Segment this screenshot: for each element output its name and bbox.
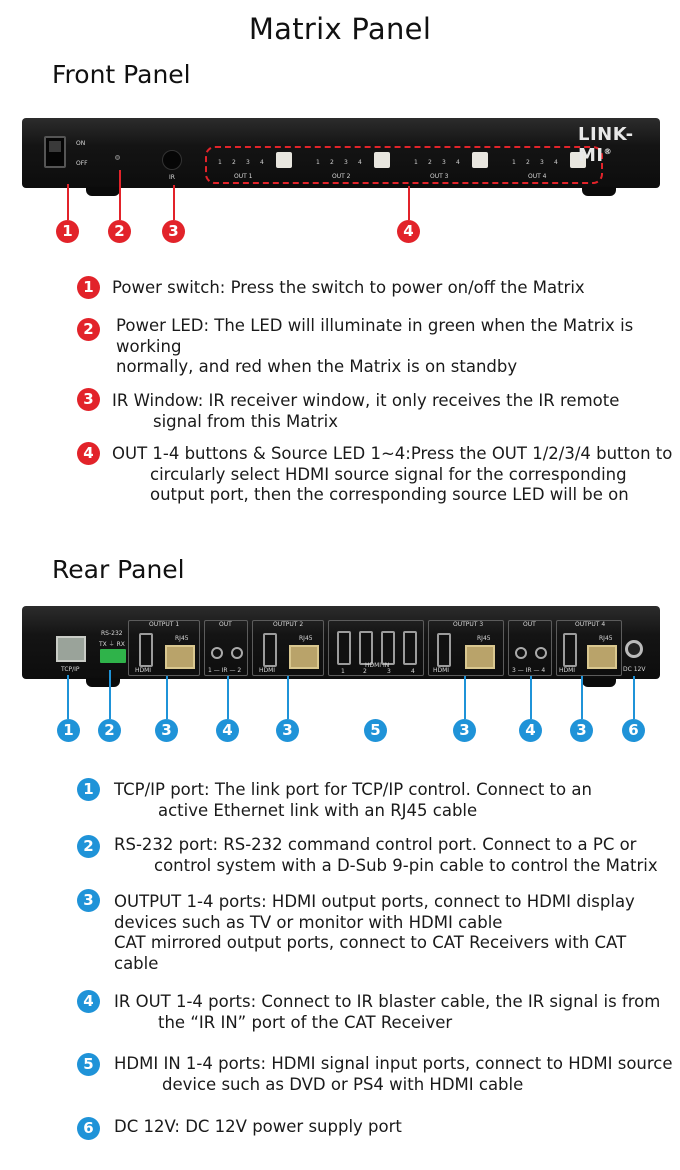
hdmi-output-port bbox=[563, 633, 577, 667]
item-badge: 4 bbox=[77, 442, 100, 465]
ir-label: IR bbox=[169, 174, 175, 181]
rear-item-1 bbox=[114, 780, 592, 821]
callout-badge: 1 bbox=[57, 719, 80, 742]
hdmi-input-port bbox=[403, 631, 417, 665]
hdmi-in-num: 3 bbox=[387, 668, 391, 675]
rear-item-4 bbox=[114, 992, 660, 1033]
item-badge: 2 bbox=[77, 835, 100, 858]
ir-window bbox=[162, 150, 182, 170]
hdmi-output-port bbox=[437, 633, 451, 667]
ir-label: 3 — IR — 4 bbox=[512, 667, 546, 674]
rear-panel-heading: Rear Panel bbox=[52, 555, 185, 584]
callout-line bbox=[166, 676, 168, 719]
rj45-label: RJ45 bbox=[477, 635, 491, 642]
desc-line: DC 12V: DC 12V power supply port bbox=[114, 1117, 402, 1136]
rear-item-6 bbox=[114, 1117, 402, 1138]
rs232-label: RS-232 bbox=[101, 630, 123, 637]
callout-line bbox=[227, 676, 229, 719]
output-3-group bbox=[428, 620, 504, 676]
ir-out-jack bbox=[515, 647, 527, 659]
item-badge: 6 bbox=[77, 1117, 100, 1140]
desc-line: output port, then the corresponding source LED will be on bbox=[150, 485, 629, 504]
desc-line: signal from this Matrix bbox=[153, 411, 338, 431]
ir-out-label: OUT bbox=[523, 621, 536, 628]
output-1-group bbox=[128, 620, 200, 676]
callout-badge: 3 bbox=[155, 719, 178, 742]
callout-badge: 6 bbox=[622, 719, 645, 742]
desc-line: Power switch: Press the switch to power on/off the Matrix bbox=[112, 278, 585, 297]
callout-badge: 3 bbox=[570, 719, 593, 742]
callout-badge: 3 bbox=[453, 719, 476, 742]
desc-line: HDMI IN 1-4 ports: HDMI signal input ports, connect to HDMI source bbox=[114, 1054, 673, 1073]
hdmi-input-port bbox=[359, 631, 373, 665]
hdmi-in-label: HDMI IN bbox=[365, 662, 390, 669]
output-label: OUTPUT 1 bbox=[149, 621, 180, 628]
desc-line: OUT 1-4 buttons & Source LED 1~4:Press the OUT 1/2/3/4 button to bbox=[112, 444, 673, 463]
source-led-num: 3 bbox=[442, 159, 446, 166]
callout-line bbox=[67, 675, 69, 719]
out-2-button bbox=[374, 152, 390, 168]
front-panel-image bbox=[22, 118, 660, 196]
desc-line: device such as DVD or PS4 with HDMI cable bbox=[162, 1074, 524, 1094]
output-2-group bbox=[252, 620, 324, 676]
desc-line: devices such as TV or monitor with HDMI cable bbox=[114, 912, 503, 932]
output-4-group bbox=[556, 620, 622, 676]
rear-item-2 bbox=[114, 835, 658, 876]
device-foot bbox=[582, 187, 616, 196]
out-group-label: OUT 3 bbox=[430, 173, 449, 180]
cat-output-port bbox=[165, 645, 195, 669]
hdmi-output-port bbox=[263, 633, 277, 667]
callout-line bbox=[119, 170, 121, 220]
source-led-num: 2 bbox=[330, 159, 334, 166]
ir-out-jack bbox=[231, 647, 243, 659]
page-title: Matrix Panel bbox=[248, 12, 432, 46]
device-foot bbox=[86, 187, 120, 196]
ir-out-1-2-group bbox=[204, 620, 248, 676]
desc-line: working bbox=[116, 336, 182, 356]
callout-badge: 3 bbox=[162, 220, 185, 243]
callout-badge: 1 bbox=[56, 220, 79, 243]
desc-line: TCP/IP port: The link port for TCP/IP control. Connect to an bbox=[114, 780, 592, 799]
desc-line: Power LED: The LED will illuminate in green when the Matrix is bbox=[116, 316, 634, 335]
callout-badge: 4 bbox=[216, 719, 239, 742]
hdmi-output-port bbox=[139, 633, 153, 667]
cat-output-port bbox=[465, 645, 495, 669]
source-led-num: 1 bbox=[512, 159, 516, 166]
source-led-num: 2 bbox=[526, 159, 530, 166]
desc-line: RS-232 port: RS-232 command control port. Connect to a PC or bbox=[114, 835, 637, 854]
item-badge: 1 bbox=[77, 276, 100, 299]
rj45-label: RJ45 bbox=[599, 635, 613, 642]
tcpip-port bbox=[56, 636, 86, 662]
rj45-label: RJ45 bbox=[175, 635, 189, 642]
desc-line: the “IR IN” port of the CAT Receiver bbox=[158, 1012, 453, 1032]
callout-line bbox=[464, 676, 466, 719]
hdmi-label: HDMI bbox=[135, 667, 152, 674]
device-foot bbox=[582, 678, 616, 687]
source-led-num: 2 bbox=[232, 159, 236, 166]
cat-output-port bbox=[289, 645, 319, 669]
cat-output-port bbox=[587, 645, 617, 669]
out-group-label: OUT 4 bbox=[528, 173, 547, 180]
out-1-button bbox=[276, 152, 292, 168]
callout-line bbox=[530, 676, 532, 719]
brand-logo-text: LINK-MI bbox=[578, 124, 634, 166]
callout-line bbox=[109, 670, 111, 719]
device-foot bbox=[86, 678, 120, 687]
dc-label: DC 12V bbox=[623, 666, 646, 673]
brand-logo bbox=[578, 124, 660, 166]
ir-out-label: OUT bbox=[219, 621, 232, 628]
callout-badge: 2 bbox=[108, 220, 131, 243]
out-group-label: OUT 1 bbox=[234, 173, 253, 180]
desc-line: control system with a D-Sub 9-pin cable to control the Matrix bbox=[154, 855, 658, 875]
out-group-2 bbox=[316, 152, 412, 182]
ir-out-jack bbox=[535, 647, 547, 659]
front-panel-heading: Front Panel bbox=[52, 60, 191, 89]
out-3-button bbox=[472, 152, 488, 168]
rj45-label: RJ45 bbox=[299, 635, 313, 642]
item-badge: 3 bbox=[77, 889, 100, 912]
output-label: OUTPUT 2 bbox=[273, 621, 304, 628]
hdmi-input-port bbox=[337, 631, 351, 665]
hdmi-in-group bbox=[328, 620, 424, 676]
hdmi-label: HDMI bbox=[559, 667, 576, 674]
item-badge: 5 bbox=[77, 1053, 100, 1076]
item-badge: 2 bbox=[77, 318, 100, 341]
tcpip-label: TCP/IP bbox=[61, 666, 80, 673]
rs232-pin-label: TX ⏚ RX bbox=[99, 641, 125, 648]
hdmi-label: HDMI bbox=[433, 667, 450, 674]
hdmi-in-num: 4 bbox=[411, 668, 415, 675]
off-label: OFF bbox=[76, 160, 88, 167]
registered-mark: ® bbox=[603, 147, 613, 156]
callout-line bbox=[633, 676, 635, 719]
source-led-num: 3 bbox=[540, 159, 544, 166]
callout-badge: 2 bbox=[98, 719, 121, 742]
desc-line: OUTPUT 1-4 ports: HDMI output ports, connect to HDMI display bbox=[114, 892, 635, 911]
front-item-3 bbox=[112, 391, 619, 432]
source-led-num: 4 bbox=[456, 159, 460, 166]
desc-line: circularly select HDMI source signal for the corresponding bbox=[150, 464, 627, 484]
out-group-3 bbox=[414, 152, 510, 182]
source-led-num: 3 bbox=[344, 159, 348, 166]
callout-badge: 5 bbox=[364, 719, 387, 742]
callout-line bbox=[287, 676, 289, 719]
rear-panel-image bbox=[22, 606, 660, 688]
out-group-label: OUT 2 bbox=[332, 173, 351, 180]
source-led-num: 4 bbox=[358, 159, 362, 166]
callout-line bbox=[173, 185, 175, 220]
hdmi-in-num: 1 bbox=[341, 668, 345, 675]
source-led-num: 1 bbox=[218, 159, 222, 166]
hdmi-in-num: 2 bbox=[363, 668, 367, 675]
front-item-1 bbox=[112, 278, 585, 299]
desc-line: normally, and red when the Matrix is on standby bbox=[116, 357, 518, 376]
callout-line bbox=[581, 676, 583, 719]
hdmi-input-port bbox=[381, 631, 395, 665]
desc-line: IR OUT 1-4 ports: Connect to IR blaster cable, the IR signal is from bbox=[114, 992, 661, 1011]
desc-line: CAT mirrored output ports, connect to CAT Receivers with CAT bbox=[114, 933, 627, 952]
dc-power-jack bbox=[625, 640, 643, 658]
output-label: OUTPUT 3 bbox=[453, 621, 484, 628]
item-badge: 3 bbox=[77, 388, 100, 411]
power-led bbox=[115, 155, 120, 160]
rear-item-3 bbox=[114, 892, 635, 974]
source-led-num: 1 bbox=[316, 159, 320, 166]
callout-line bbox=[408, 186, 410, 220]
output-label: OUTPUT 4 bbox=[575, 621, 606, 628]
ir-out-3-4-group bbox=[508, 620, 552, 676]
source-led-num: 3 bbox=[246, 159, 250, 166]
desc-line: cable bbox=[114, 953, 159, 973]
desc-line: active Ethernet link with an RJ45 cable bbox=[158, 800, 478, 820]
front-item-4 bbox=[112, 444, 672, 506]
callout-badge: 4 bbox=[397, 220, 420, 243]
callout-badge: 4 bbox=[519, 719, 542, 742]
item-badge: 1 bbox=[77, 778, 100, 801]
power-switch bbox=[44, 136, 66, 168]
hdmi-label: HDMI bbox=[259, 667, 276, 674]
on-label: ON bbox=[76, 140, 86, 147]
rear-item-5 bbox=[114, 1054, 673, 1095]
front-item-2 bbox=[116, 316, 633, 378]
ir-out-jack bbox=[211, 647, 223, 659]
rs232-terminal bbox=[100, 649, 126, 663]
source-led-num: 4 bbox=[260, 159, 264, 166]
source-led-num: 1 bbox=[414, 159, 418, 166]
item-badge: 4 bbox=[77, 990, 100, 1013]
out-group-1 bbox=[218, 152, 314, 182]
ir-label: 1 — IR — 2 bbox=[208, 667, 242, 674]
source-led-num: 4 bbox=[554, 159, 558, 166]
callout-badge: 3 bbox=[276, 719, 299, 742]
desc-line: IR Window: IR receiver window, it only receives the IR remote bbox=[112, 391, 620, 410]
callout-line bbox=[67, 184, 69, 220]
source-led-num: 2 bbox=[428, 159, 432, 166]
